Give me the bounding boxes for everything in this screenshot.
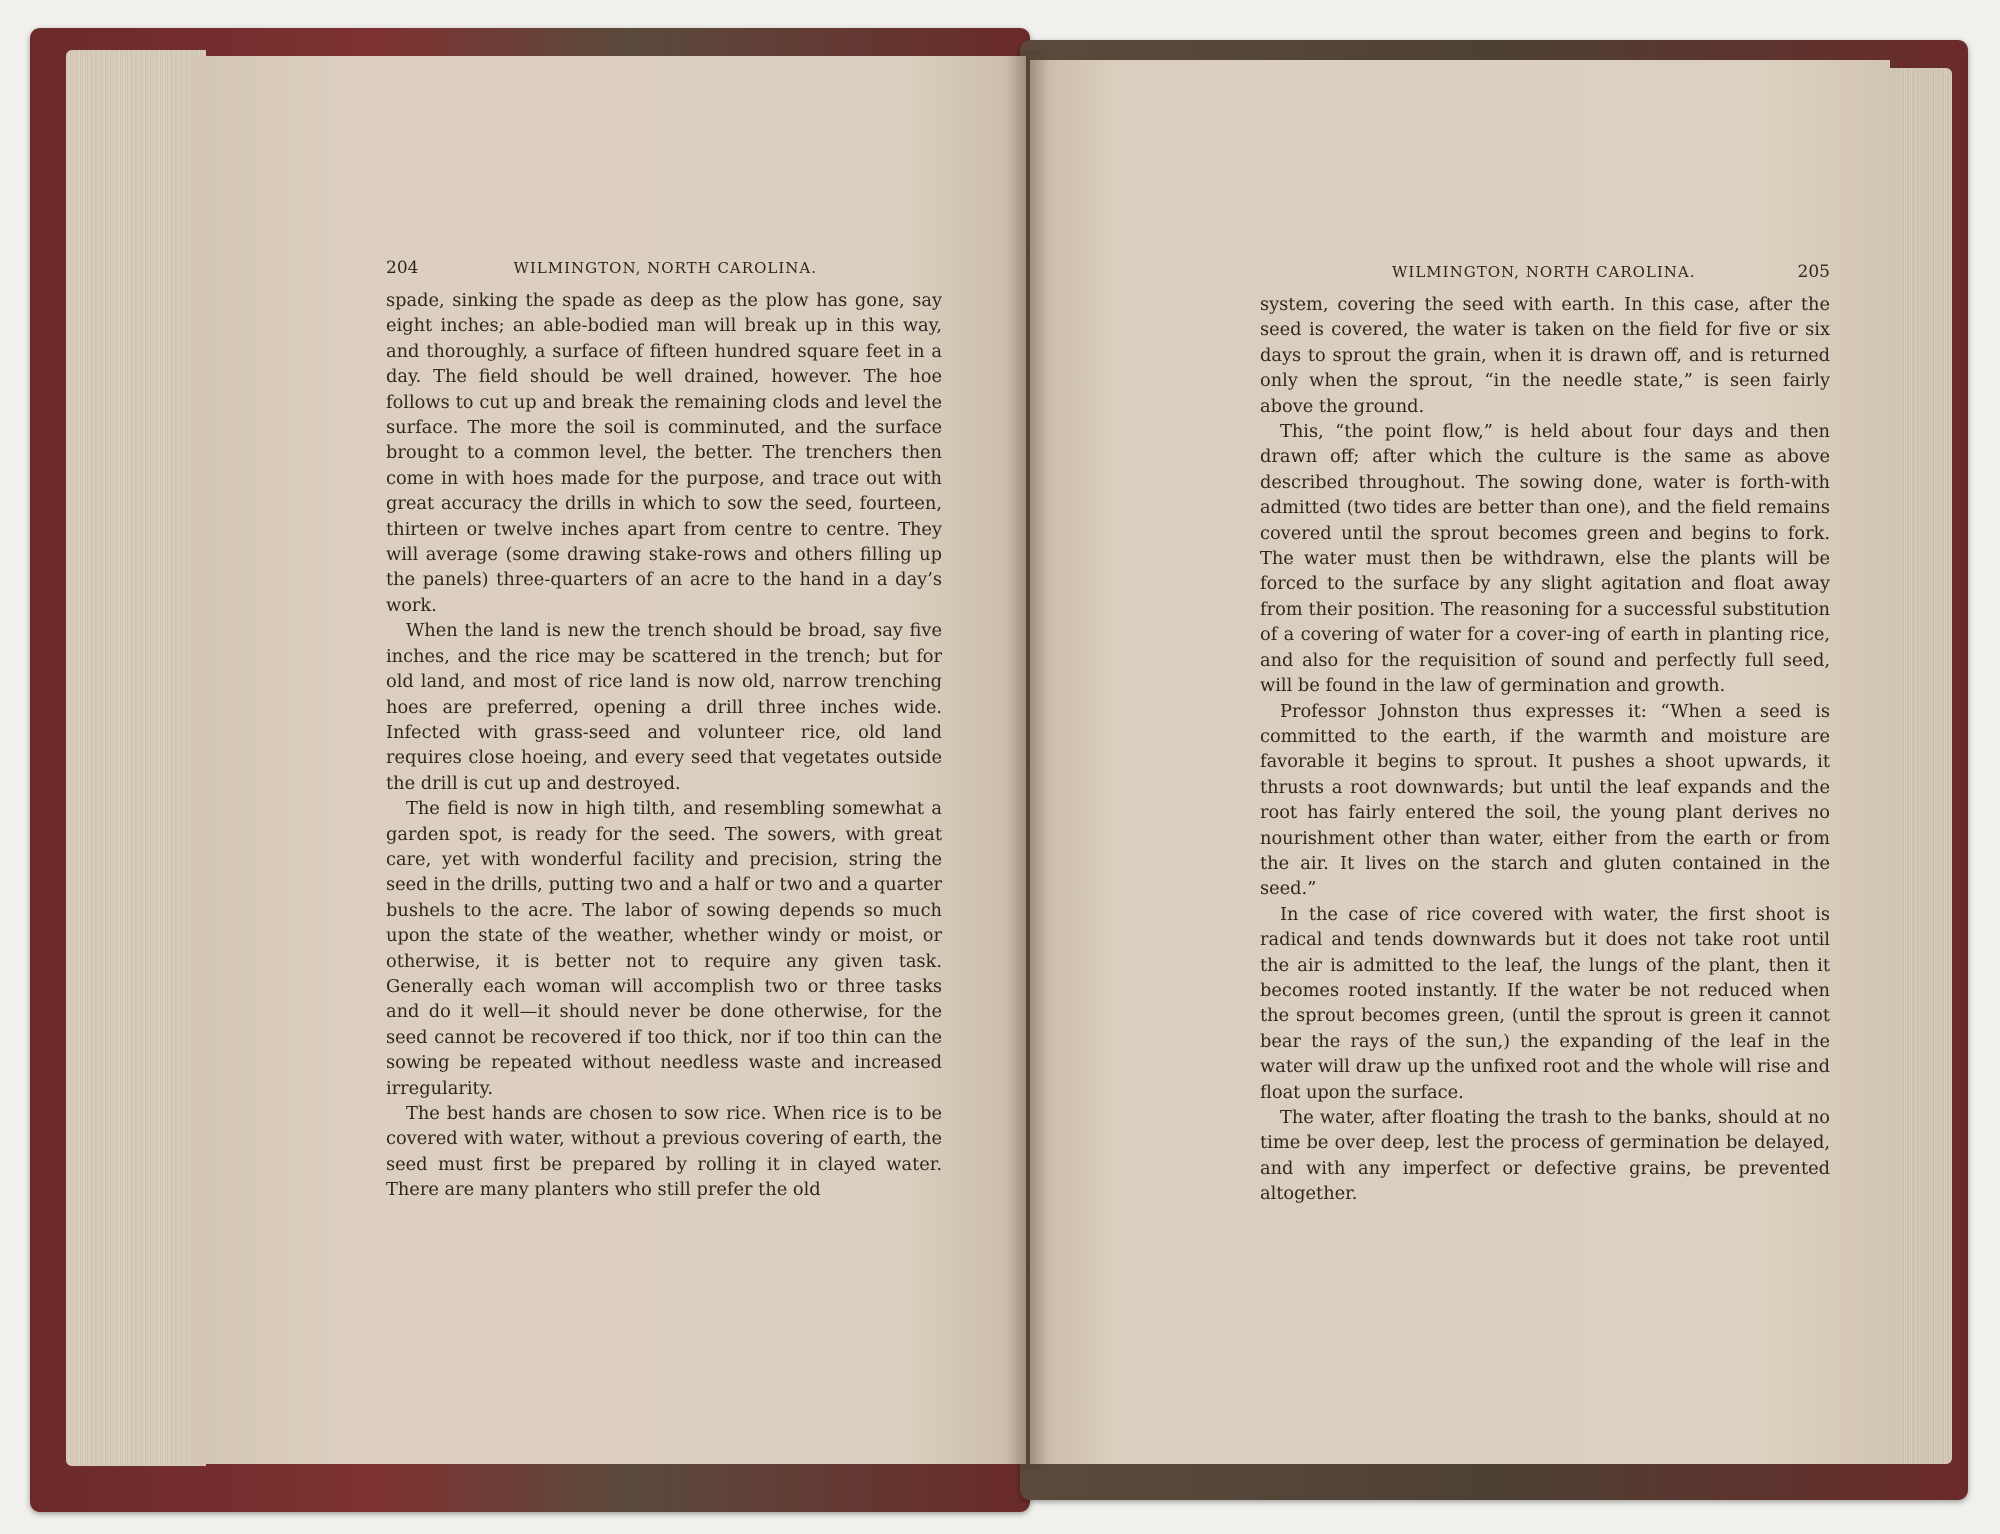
right-page-number: 205 [1797,262,1830,282]
paragraph: Professor Johnston thus expresses it: “When a seed is committed to the earth, if the warmth and moisture are favorable it begins to sprout. It pushes a shoot upwards, it thrusts a root downwards; but until the leaf expands and the root has fairly entered the soil, the young plant derives no nourishment other than water, either from the earth or from the air. It lives on the starch and gluten contained in the seed.” [1260,700,1830,900]
paragraph: This, “the point flow,” is held about four days and then drawn off; after which the culture is the same as above described throughout. The sowing done, water is forth-with admitted (two tides are better than one), and the field remains covered until the sprout becomes green and begins to fork. The water must then be withdrawn, else the plants will be forced to the surface by any slight agitation and float away from their position. The reasoning for a successful substitution of a covering of water for a cover-ing of earth in planting rice, and also for the requisition of sound and perfectly full seed, will be found in the law of germination and growth. [1260,421,1830,697]
paragraph: The water, after floating the trash to the banks, should at no time be over deep, lest the process of germination be delayed, and with any imperfect or defective grains, be prevented altogether. [1260,1107,1830,1205]
right-page-body [1260,292,1830,1207]
page-edges-right [1880,68,1952,1464]
right-page [1030,60,1890,1464]
page-edges-left [66,50,206,1466]
left-running-head: WILMINGTON, NORTH CAROLINA. [513,259,817,277]
left-page-body [386,288,942,1203]
paragraph: The best hands are chosen to sow rice. When rice is to be covered with water, without a previous covering of earth, the seed must first be prepared by rolling it in clayed water. There are many planters who still prefer the old [386,1103,942,1201]
paragraph: In the case of rice covered with water, the first shoot is radical and tends downwards but it does not take root until the air is admitted to the leaf, the lungs of the plant, then it becomes rooted instantly. If the water be not reduced when the sprout becomes green, (until the sprout is green it cannot bear the rays of the sun,) the expanding of the leaf in the water will draw up the unfixed root and the whole will rise and float upon the surface. [1260,903,1830,1103]
right-page-header [1260,262,1830,282]
left-page [190,56,1026,1464]
paragraph: The field is now in high tilth, and resembling somewhat a garden spot, is ready for the seed. The sowers, with great care, yet with wonderful facility and precision, string the seed in the drills, putting two and a half or two and a quarter bushels to the acre. The labor of sowing depends so much upon the state of the weather, whether windy or moist, or otherwise, it is better not to require any given task. Generally each woman will accomplish two or three tasks and do it well—it should never be done otherwise, for the seed cannot be recovered if too thick, nor if too thin can the sowing be repeated without needless waste and increased irregularity. [386,798,942,1099]
paragraph: spade, sinking the spade as deep as the plow has gone, say eight inches; an able-bodied man will break up in this way, and thoroughly, a surface of fifteen hundred square feet in a day. The field should be well drained, however. The hoe follows to cut up and break the remaining clods and level the surface. The more the soil is comminuted, and the surface brought to a common level, the better. The trenchers then come in with hoes made for the purpose, and trace out with great accuracy the drills in which to sow the seed, fourteen, thirteen or twelve inches apart from centre to centre. They will average (some drawing stake-rows and others filling up the panels) three-quarters of an acre to the hand in a day’s work. [386,290,942,616]
right-running-head: WILMINGTON, NORTH CAROLINA. [1392,263,1696,281]
book-gutter [1006,50,1050,1470]
left-page-number: 204 [386,258,419,278]
paragraph: system, covering the seed with earth. In this case, after the seed is covered, the water is taken on the field for five or six days to sprout the grain, when it is drawn off, and is returned only when the sprout, “in the needle state,” is seen fairly above the ground. [1260,294,1830,417]
paragraph: When the land is new the trench should be broad, say five inches, and the rice may be scattered in the trench; but for old land, and most of rice land is now old, narrow trenching hoes are preferred, opening a drill three inches wide. Infected with grass-seed and volunteer rice, old land requires close hoeing, and every seed that vegetates outside the drill is cut up and destroyed. [386,620,942,794]
left-page-header [386,258,942,278]
